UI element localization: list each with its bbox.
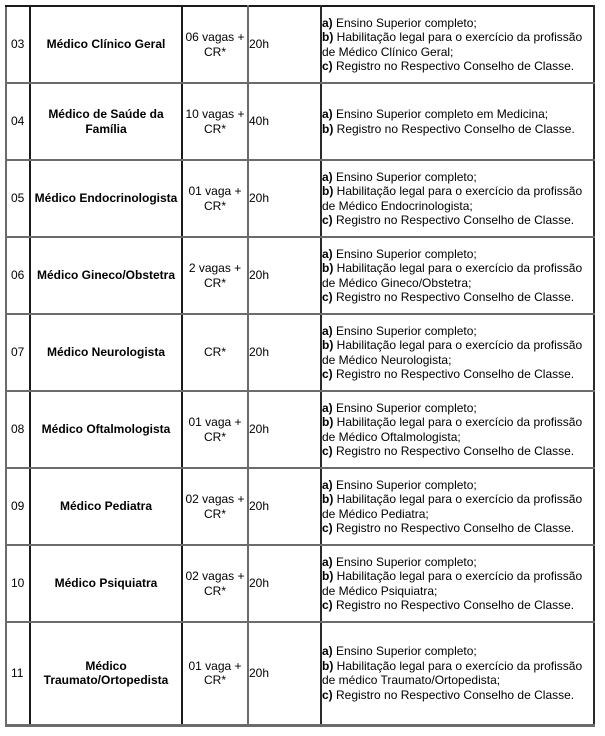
workload-hours: 40h	[248, 83, 321, 160]
requirement-letter: b)	[322, 338, 334, 352]
requirement-letter: a)	[322, 323, 333, 338]
requirement-letter: b)	[322, 30, 334, 44]
requirement-text: Ensino Superior completo;	[332, 323, 477, 338]
requirements	[321, 314, 594, 391]
position-title: Médico Neurologista	[30, 314, 182, 391]
requirement-text: Registro no Respectivo Conselho de Classe.	[332, 687, 575, 702]
requirement-item	[322, 492, 593, 521]
vacancies: 02 vagas + CR*	[182, 545, 248, 622]
position-code: 03	[6, 6, 30, 83]
requirement-text: Ensino Superior completo;	[332, 477, 477, 492]
table-row	[6, 622, 594, 725]
requirements	[321, 622, 594, 725]
vacancies: 01 vaga + CR*	[182, 160, 248, 237]
table-row	[6, 545, 594, 622]
requirement-item	[322, 261, 593, 290]
requirement-letter: c)	[322, 687, 333, 702]
requirement-letter: a)	[322, 169, 333, 184]
requirement-text: Registro no Respectivo Conselho de Classe.	[332, 521, 575, 535]
requirement-text: Registro no Respectivo Conselho de Classe.	[332, 290, 575, 304]
requirement-letter: b)	[322, 184, 334, 198]
requirement-text: Registro no Respectivo Conselho de Classe.	[332, 59, 575, 73]
requirement-item	[322, 367, 593, 382]
requirement-text: Habilitação legal para o exercício da profissão de Médico Neurologista;	[322, 338, 583, 367]
position-title: Médico Traumato/Ortopedista	[30, 622, 182, 725]
requirement-text: Habilitação legal para o exercício da profissão de Médico Clínico Geral;	[322, 30, 583, 59]
requirement-text: Habilitação legal para o exercício da profissão de Médico Oftalmologista;	[322, 415, 583, 444]
requirement-text: Habilitação legal para o exercício da profissão de Médico Pediatra;	[322, 492, 583, 521]
requirement-item	[322, 213, 593, 228]
vacancies: 2 vagas + CR*	[182, 237, 248, 314]
requirement-text: Ensino Superior completo;	[332, 644, 477, 659]
table-row	[6, 468, 594, 545]
requirement-text: Ensino Superior completo;	[332, 246, 477, 261]
requirement-letter: a)	[322, 400, 333, 415]
requirement-item	[322, 324, 593, 339]
table-row	[6, 83, 594, 160]
requirement-item	[322, 478, 593, 493]
position-code: 11	[6, 622, 30, 725]
requirement-letter: c)	[322, 598, 333, 612]
workload-hours: 20h	[248, 160, 321, 237]
requirement-item	[322, 170, 593, 185]
requirement-item	[322, 184, 593, 213]
requirement-letter: c)	[322, 367, 333, 381]
position-title: Médico Psiquiatra	[30, 545, 182, 622]
requirement-text: Ensino Superior completo;	[332, 400, 477, 415]
position-title: Médico de Saúde da Família	[30, 83, 182, 160]
requirement-letter: b)	[322, 492, 334, 506]
vacancies: 10 vagas + CR*	[182, 83, 248, 160]
requirement-letter: a)	[322, 107, 333, 121]
table-row	[6, 6, 594, 83]
position-code: 06	[6, 237, 30, 314]
requirement-item	[322, 444, 593, 459]
requirement-item	[322, 107, 593, 122]
position-title: Médico Pediatra	[30, 468, 182, 545]
requirement-letter: c)	[322, 290, 333, 304]
vacancies: CR*	[182, 314, 248, 391]
vacancies: 02 vagas + CR*	[182, 468, 248, 545]
requirement-text: Habilitação legal para o exercício da profissão de Médico Endocrinologista;	[322, 184, 583, 213]
requirement-text: Ensino Superior completo;	[332, 15, 477, 30]
requirement-text: Habilitação legal para o exercício da profissão de Médico Psiquiatra;	[322, 569, 583, 598]
requirement-text: Registro no Respectivo Conselho de Classe.	[332, 444, 575, 458]
requirement-letter: a)	[322, 644, 333, 659]
requirement-letter: a)	[322, 554, 333, 569]
requirement-item	[322, 59, 593, 74]
requirement-text: Registro no Respectivo Conselho de Classe.	[332, 598, 575, 612]
requirements	[321, 6, 594, 83]
workload-hours: 20h	[248, 468, 321, 545]
requirement-item	[322, 16, 593, 31]
requirement-letter: b)	[322, 415, 334, 429]
requirement-item	[322, 598, 593, 613]
requirement-text: Registro no Respectivo Conselho de Classe.	[333, 121, 575, 136]
requirement-item	[322, 247, 593, 262]
table-row	[6, 391, 594, 468]
requirements	[321, 391, 594, 468]
requirement-letter: b)	[322, 121, 334, 136]
table-row	[6, 237, 594, 314]
requirement-item	[322, 30, 593, 59]
requirements	[321, 160, 594, 237]
requirement-text: Habilitação legal para o exercício da profissão de Médico Gineco/Obstetra;	[322, 261, 583, 290]
requirement-item	[322, 290, 593, 305]
requirement-item	[322, 401, 593, 416]
requirements	[321, 83, 594, 160]
requirement-item	[322, 338, 593, 367]
requirement-item	[322, 569, 593, 598]
position-title: Médico Gineco/Obstetra	[30, 237, 182, 314]
requirement-text: Ensino Superior completo em Medicina;	[332, 107, 549, 121]
vacancies: 01 vaga + CR*	[182, 622, 248, 725]
requirements	[321, 545, 594, 622]
requirement-item	[322, 521, 593, 536]
requirement-item	[322, 122, 593, 137]
position-title: Médico Clínico Geral	[30, 6, 182, 83]
requirements	[321, 468, 594, 545]
position-title: Médico Endocrinologista	[30, 160, 182, 237]
workload-hours: 20h	[248, 6, 321, 83]
position-title: Médico Oftalmologista	[30, 391, 182, 468]
requirement-letter: c)	[322, 213, 333, 227]
requirement-letter: a)	[322, 246, 333, 261]
table-row	[6, 314, 594, 391]
requirement-item	[322, 415, 593, 444]
workload-hours: 20h	[248, 314, 321, 391]
workload-hours: 20h	[248, 391, 321, 468]
position-code: 04	[6, 83, 30, 160]
requirements	[321, 237, 594, 314]
requirement-letter: a)	[322, 477, 333, 492]
requirement-letter: c)	[322, 59, 333, 73]
job-positions-table	[5, 5, 595, 727]
requirement-item	[322, 555, 593, 570]
requirement-letter: b)	[322, 658, 334, 673]
requirement-text: Habilitação legal para o exercício da profissão de médico Traumato/Ortopedista;	[322, 658, 583, 688]
vacancies: 06 vagas + CR*	[182, 6, 248, 83]
requirement-item	[322, 688, 593, 703]
requirement-text: Ensino Superior completo;	[332, 169, 477, 184]
position-code: 07	[6, 314, 30, 391]
requirement-text: Registro no Respectivo Conselho de Classe.	[332, 367, 575, 381]
requirement-letter: b)	[322, 569, 334, 583]
position-code: 05	[6, 160, 30, 237]
workload-hours: 20h	[248, 622, 321, 725]
vacancies: 01 vaga + CR*	[182, 391, 248, 468]
requirement-letter: c)	[322, 444, 333, 458]
requirement-text: Registro no Respectivo Conselho de Classe.	[332, 213, 575, 227]
position-code: 10	[6, 545, 30, 622]
requirement-letter: c)	[322, 521, 333, 535]
position-code: 08	[6, 391, 30, 468]
requirement-item	[322, 644, 593, 659]
table-row	[6, 160, 594, 237]
requirement-letter: a)	[322, 15, 333, 30]
requirement-item	[322, 659, 593, 688]
workload-hours: 20h	[248, 237, 321, 314]
requirement-letter: b)	[322, 261, 334, 275]
requirement-text: Ensino Superior completo;	[332, 554, 477, 569]
workload-hours: 20h	[248, 545, 321, 622]
position-code: 09	[6, 468, 30, 545]
